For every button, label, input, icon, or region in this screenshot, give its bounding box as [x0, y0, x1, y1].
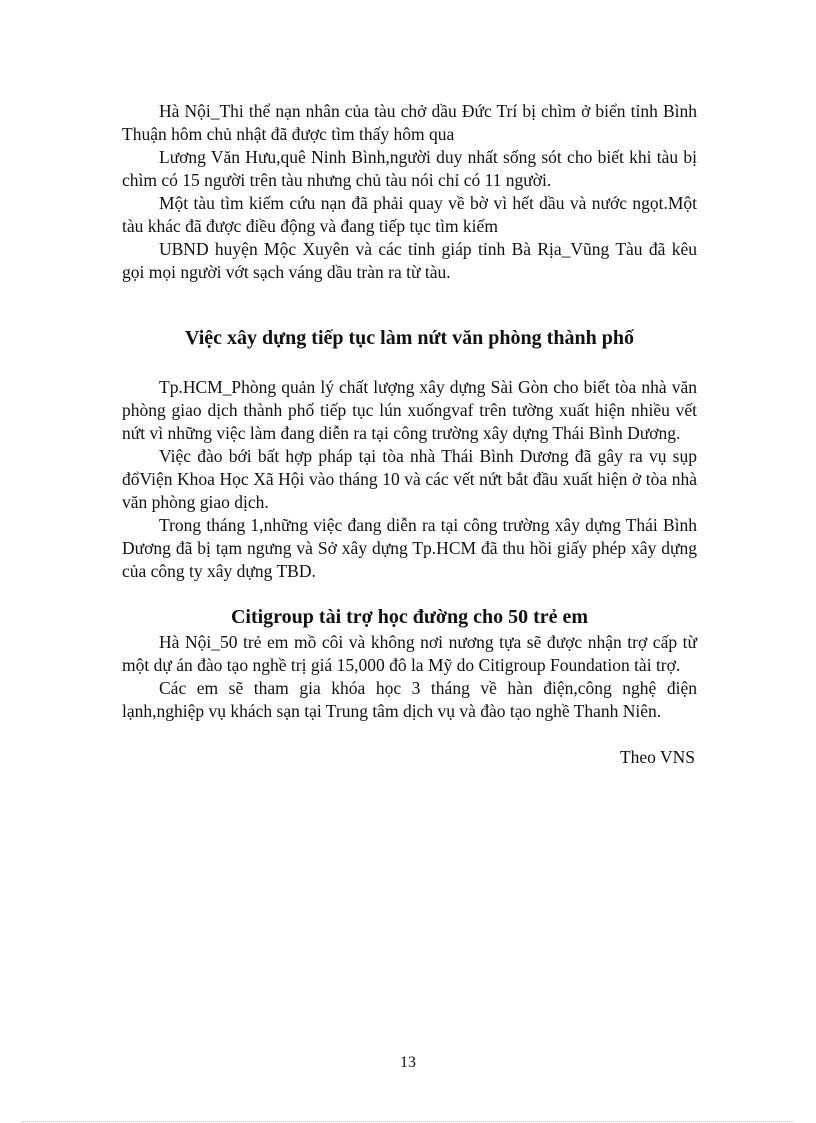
- paragraph: Hà Nội_50 trẻ em mồ côi và không nơi nương tựa sẽ được nhận trợ cấp từ một dự án đào tạo nghề trị giá 15,000 đô la Mỹ do Citigroup Foundation tài trợ.: [122, 632, 697, 675]
- article-heading-wrap: [122, 325, 697, 351]
- article-citigroup: [122, 631, 697, 723]
- paragraph: Các em sẽ tham gia khóa học 3 tháng về hàn điện,công nghệ điện lạnh,nghiệp vụ khách sạn tại Trung tâm dịch vụ và đào tạo nghề Thanh Niên.: [122, 678, 697, 721]
- paragraph: Một tàu tìm kiếm cứu nạn đã phải quay về bờ vì hết dầu và nước ngọt.Một tàu khác đã được điều động và đang tiếp tục tìm kiếm: [122, 193, 697, 236]
- paragraph: Lương Văn Hưu,quê Ninh Bình,người duy nhất sống sót cho biết khi tàu bị chìm có 15 người trên tàu nhưng chủ tàu nói chỉ có 11 người.: [122, 147, 697, 190]
- paragraph: Tp.HCM_Phòng quản lý chất lượng xây dựng Sài Gòn cho biết tòa nhà văn phòng giao dịch thành phố tiếp tục lún xuốngvaf trên tường xuất hiện nhiều vết nứt vì những việc làm đang diễn ra tại công trường xây dựng Thái Bình Dương.: [122, 377, 697, 443]
- paragraph: UBND huyện Mộc Xuyên và các tỉnh giáp tỉnh Bà Rịa_Vũng Tàu đã kêu gọi mọi người vớt sạch váng dầu tràn ra từ tàu.: [122, 239, 697, 282]
- paragraph: Hà Nội_Thi thể nạn nhân của tàu chở dầu Đức Trí bị chìm ở biển tỉnh Bình Thuận hôm chủ nhật đã được tìm thấy hôm qua: [122, 101, 697, 144]
- page-bottom-divider: [22, 1121, 794, 1122]
- paragraph: Trong tháng 1,những việc đang diễn ra tại công trường xây dựng Thái Bình Dương đã bị tạm ngưng và Sở xây dựng Tp.HCM đã thu hồi giấy phép xây dựng của công ty xây dựng TBD.: [122, 515, 697, 581]
- article-heading-citigroup: Citigroup tài trợ học đường cho 50 trẻ em: [230, 606, 589, 628]
- paragraph: Việc đào bới bất hợp pháp tại tòa nhà Thái Bình Dương đã gây ra vụ sụp đổViện Khoa Học Xã Hội vào tháng 10 và các vết nứt bắt đầu xuất hiện ở tòa nhà văn phòng giao dịch.: [122, 446, 697, 512]
- article-office-cracks: [122, 376, 697, 583]
- source-credit: Theo VNS: [619, 747, 695, 767]
- article-heading-office-cracks: Việc xây dựng tiếp tục làm nứt văn phòng thành phố: [185, 327, 634, 349]
- article-heading-wrap: [122, 604, 697, 630]
- page-number: 13: [400, 1054, 416, 1071]
- article-body: [122, 100, 697, 769]
- article-drowned-oil-tanker: [122, 100, 697, 284]
